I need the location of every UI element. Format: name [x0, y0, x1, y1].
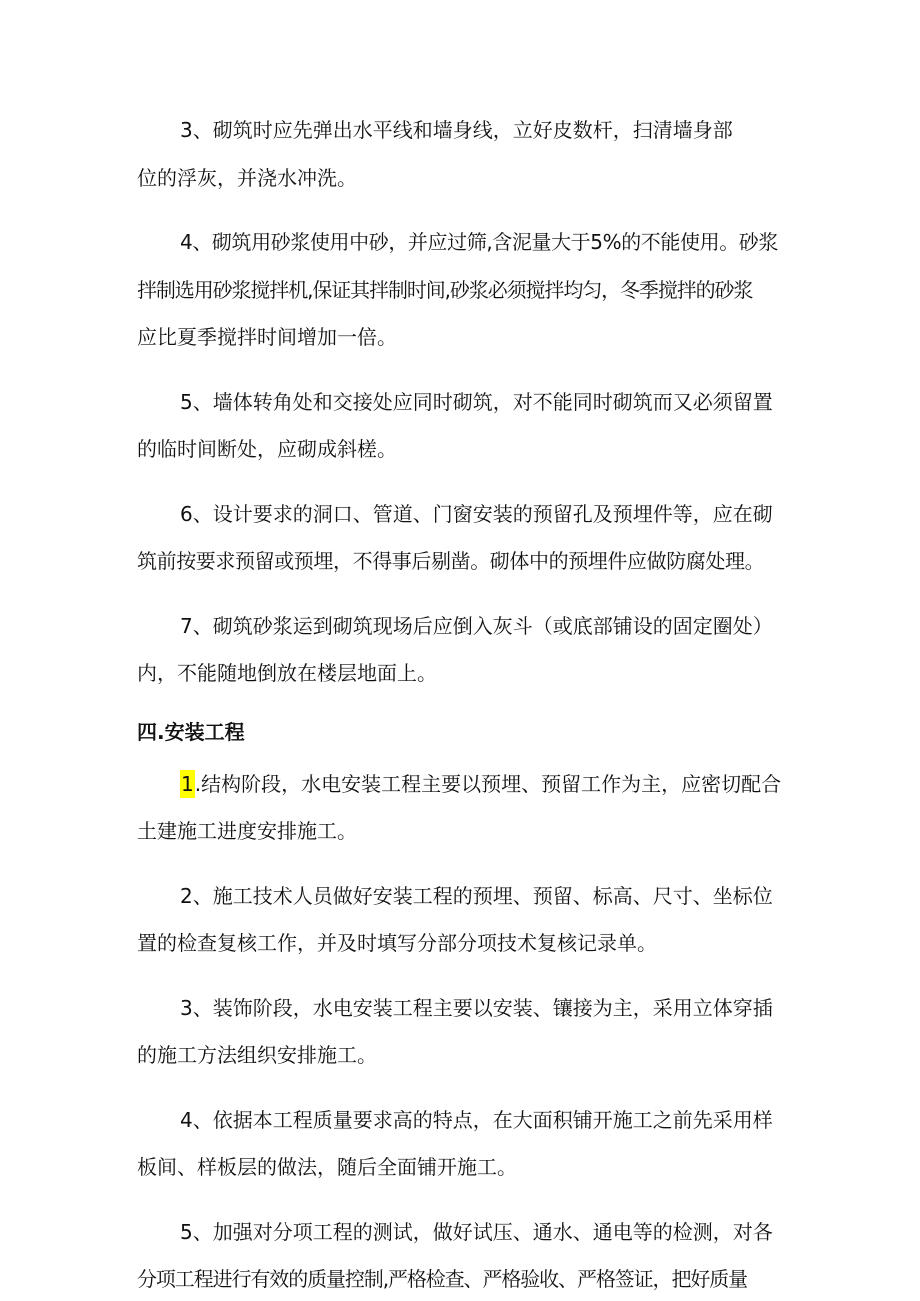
install-item-2-line-1: 2、施工技术人员做好安装工程的预埋、预留、标高、尺寸、坐标位 [180, 884, 773, 908]
paragraph-p3-line-1: 3、砌筑时应先弹出水平线和墙身线，立好皮数杆，扫清墙身部 [180, 118, 733, 142]
install-item-4-line-2: 板间、样板层的做法，随后全面铺开施工。 [137, 1155, 517, 1179]
install-item-5-line-2: 分项工程进行有效的质量控制,严格检查、严格验收、严格签证，把好质量 [137, 1267, 748, 1291]
install-item-1-text: .结构阶段，水电安装工程主要以预埋、预留工作为主，应密切配合 [194, 772, 782, 796]
paragraph-p5-line-2: 的临时间断处，应砌成斜槎。 [137, 437, 397, 461]
section-heading: 四.安装工程 [137, 720, 245, 744]
install-item-4-line-1: 4、依据本工程质量要求高的特点，在大面积铺开施工之前先采用样 [180, 1108, 773, 1132]
install-item-3-line-2: 的施工方法组织安排施工。 [137, 1043, 377, 1067]
paragraph-p5-line-1: 5、墙体转角处和交接处应同时砌筑，对不能同时砌筑而又必须留置 [180, 390, 773, 414]
install-item-5-line-1: 5、加强对分项工程的测试，做好试压、通水、通电等的检测，对各 [180, 1220, 773, 1244]
paragraph-p6-line-1: 6、设计要求的洞口、管道、门窗安装的预留孔及预埋件等，应在砌 [180, 502, 773, 526]
paragraph-p7-line-2: 内，不能随地倒放在楼层地面上。 [137, 661, 437, 685]
install-item-1-line-2: 土建施工进度安排施工。 [137, 819, 357, 843]
paragraph-p6-line-2: 筑前按要求预留或预埋，不得事后剔凿。砌体中的预埋件应做防腐处理。 [137, 549, 765, 573]
install-item-1-line-1 [180, 770, 781, 798]
paragraph-p4-line-3: 应比夏季搅拌时间增加一倍。 [137, 325, 397, 349]
install-item-2-line-2: 置的检查复核工作，并及时填写分部分项技术复核记录单。 [137, 931, 657, 955]
install-item-3-line-1: 3、装饰阶段，水电安装工程主要以安装、镶接为主，采用立体穿插 [180, 996, 773, 1020]
paragraph-p3-line-2: 位的浮灰，并浇水冲洗。 [137, 166, 357, 190]
highlighted-number: 1 [181, 772, 194, 796]
paragraph-p4-line-2: 拌制选用砂浆搅拌机,保证其拌制时间,砂浆必须搅拌均匀，冬季搅拌的砂浆 [137, 278, 753, 302]
paragraph-p7-line-1: 7、砌筑砂浆运到砌筑现场后应倒入灰斗（或底部铺设的固定圈处） [180, 614, 773, 638]
paragraph-p4-line-1: 4、砌筑用砂浆使用中砂，并应过筛,含泥量大于5%的不能使用。砂浆 [180, 230, 779, 254]
